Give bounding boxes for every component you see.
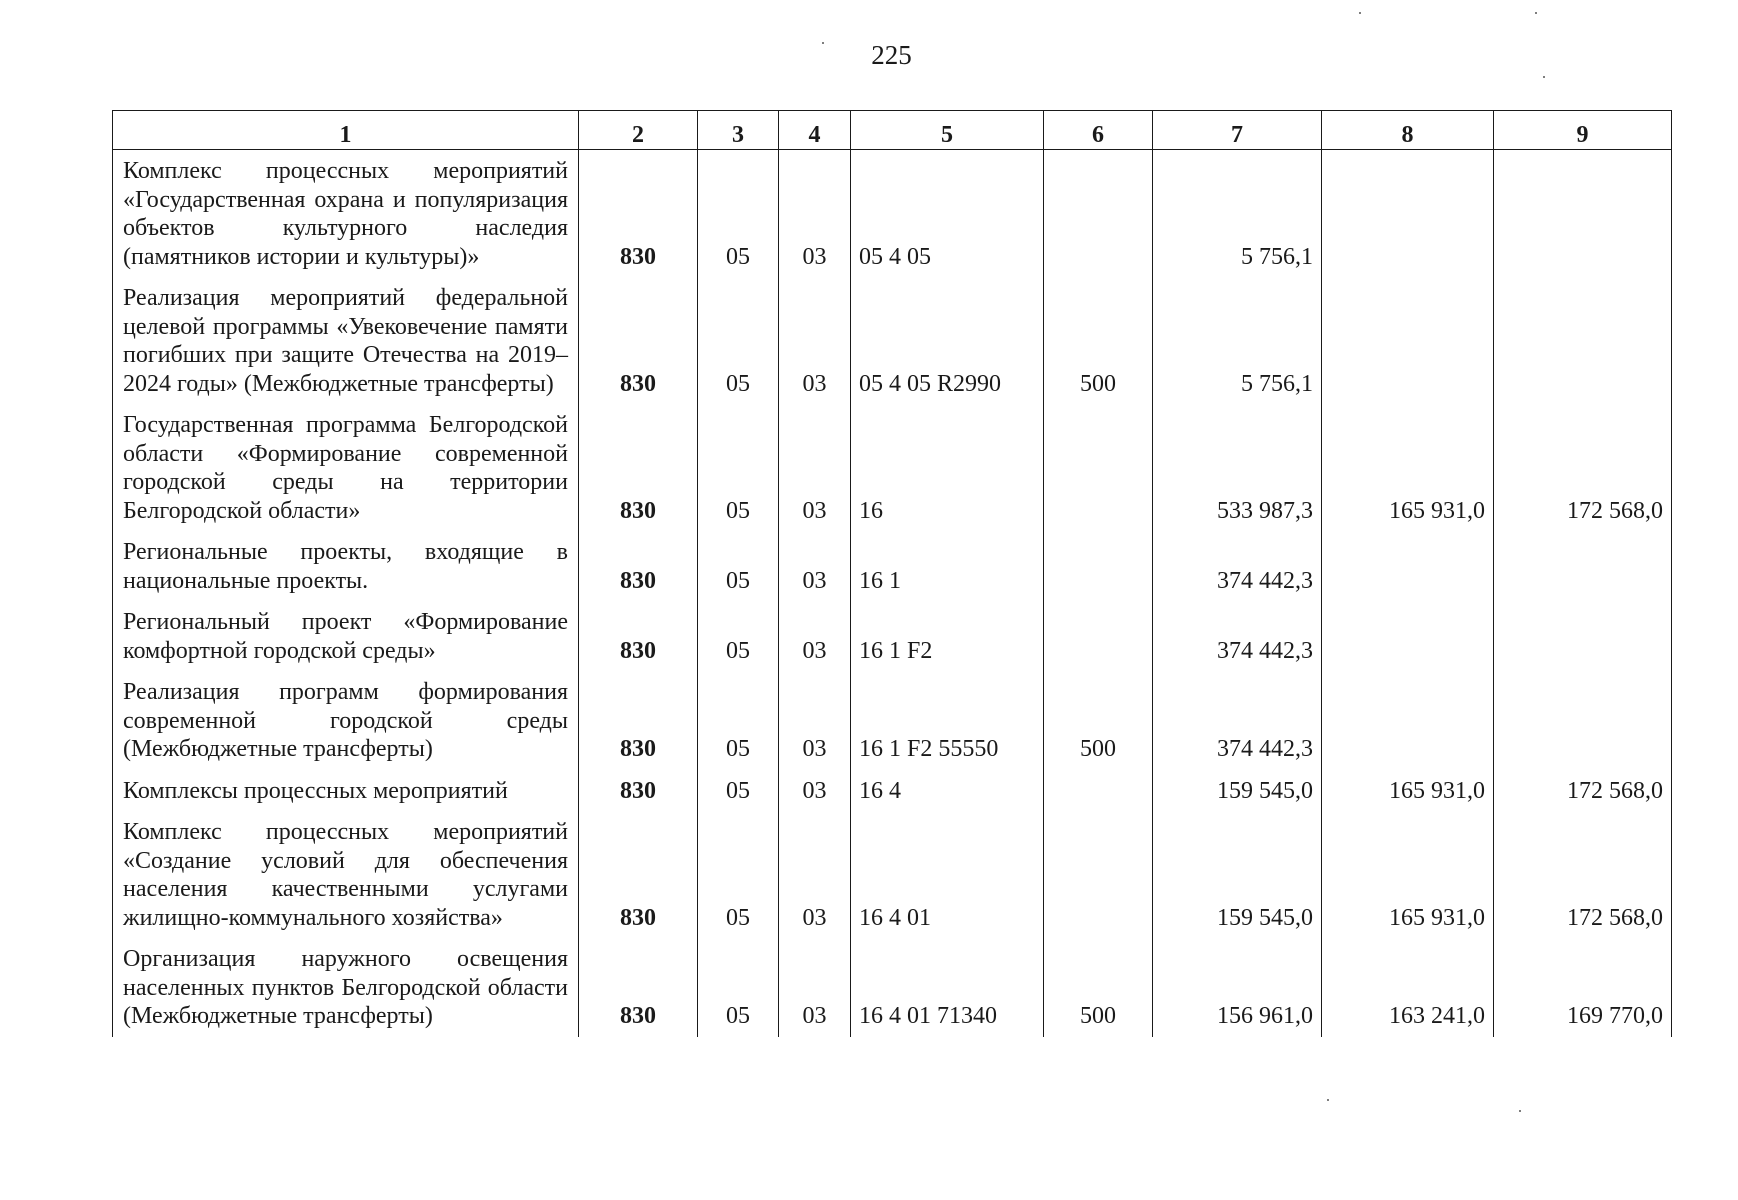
target-article-code: 16 1 F2 xyxy=(851,601,1044,671)
amount-year-3: 172 568,0 xyxy=(1494,404,1672,531)
scan-speck xyxy=(1359,12,1361,14)
expense-type-code xyxy=(1044,150,1153,278)
table-row xyxy=(113,150,1672,278)
row-name: Комплексы процессных мероприятий xyxy=(113,770,579,812)
table-row xyxy=(113,601,1672,671)
admin-code: 830 xyxy=(579,277,698,404)
expense-type-code xyxy=(1044,601,1153,671)
expense-type-code xyxy=(1044,404,1153,531)
subsection-code: 03 xyxy=(779,811,851,938)
section-code: 05 xyxy=(698,150,779,278)
column-header: 1 xyxy=(113,111,579,150)
admin-code: 830 xyxy=(579,404,698,531)
expense-type-code xyxy=(1044,770,1153,812)
subsection-code: 03 xyxy=(779,150,851,278)
section-code: 05 xyxy=(698,277,779,404)
column-header: 4 xyxy=(779,111,851,150)
amount-year-1: 159 545,0 xyxy=(1153,811,1322,938)
amount-year-1: 374 442,3 xyxy=(1153,531,1322,601)
amount-year-3 xyxy=(1494,601,1672,671)
subsection-code: 03 xyxy=(779,770,851,812)
subsection-code: 03 xyxy=(779,938,851,1037)
subsection-code: 03 xyxy=(779,404,851,531)
admin-code: 830 xyxy=(579,938,698,1037)
amount-year-2: 165 931,0 xyxy=(1322,404,1494,531)
table-row xyxy=(113,811,1672,938)
column-header: 5 xyxy=(851,111,1044,150)
amount-year-2 xyxy=(1322,671,1494,770)
section-code: 05 xyxy=(698,404,779,531)
subsection-code: 03 xyxy=(779,601,851,671)
admin-code: 830 xyxy=(579,811,698,938)
amount-year-2 xyxy=(1322,277,1494,404)
expense-type-code: 500 xyxy=(1044,671,1153,770)
column-header: 8 xyxy=(1322,111,1494,150)
target-article-code: 16 4 01 xyxy=(851,811,1044,938)
amount-year-1: 159 545,0 xyxy=(1153,770,1322,812)
amount-year-3 xyxy=(1494,671,1672,770)
amount-year-1: 156 961,0 xyxy=(1153,938,1322,1037)
scan-speck xyxy=(1543,76,1545,78)
target-article-code: 16 1 xyxy=(851,531,1044,601)
column-header: 6 xyxy=(1044,111,1153,150)
target-article-code: 16 xyxy=(851,404,1044,531)
expense-type-code xyxy=(1044,811,1153,938)
row-name: Региональный проект «Формирование комфортной городской среды» xyxy=(113,601,579,671)
amount-year-3: 172 568,0 xyxy=(1494,770,1672,812)
target-article-code: 16 4 01 71340 xyxy=(851,938,1044,1037)
admin-code: 830 xyxy=(579,531,698,601)
row-name: Реализация программ формирования современной городской среды (Межбюджетные трансферты) xyxy=(113,671,579,770)
target-article-code: 16 4 xyxy=(851,770,1044,812)
scan-speck xyxy=(1519,1110,1521,1112)
table-row xyxy=(113,671,1672,770)
table-row xyxy=(113,938,1672,1037)
scan-speck xyxy=(1327,1099,1329,1101)
amount-year-3: 169 770,0 xyxy=(1494,938,1672,1037)
target-article-code: 16 1 F2 55550 xyxy=(851,671,1044,770)
row-name: Государственная программа Белгородской области «Формирование современной городской среды на территории Белгородской области» xyxy=(113,404,579,531)
scan-speck xyxy=(822,42,824,44)
section-code: 05 xyxy=(698,531,779,601)
column-header: 3 xyxy=(698,111,779,150)
column-header: 7 xyxy=(1153,111,1322,150)
row-name: Комплекс процессных мероприятий «Создание условий для обеспечения населения качественными услугами жилищно-коммунального хозяйства» xyxy=(113,811,579,938)
column-header: 9 xyxy=(1494,111,1672,150)
scan-speck xyxy=(1535,12,1537,14)
subsection-code: 03 xyxy=(779,671,851,770)
header-row xyxy=(113,111,1672,150)
column-header: 2 xyxy=(579,111,698,150)
subsection-code: 03 xyxy=(779,277,851,404)
row-name: Реализация мероприятий федеральной целевой программы «Увековечение памяти погибших при защите Отечества на 2019–2024 годы» (Межбюджетные трансферты) xyxy=(113,277,579,404)
table-row xyxy=(113,277,1672,404)
table-row xyxy=(113,531,1672,601)
expense-type-code: 500 xyxy=(1044,938,1153,1037)
amount-year-2 xyxy=(1322,150,1494,278)
amount-year-1: 5 756,1 xyxy=(1153,277,1322,404)
section-code: 05 xyxy=(698,601,779,671)
amount-year-1: 374 442,3 xyxy=(1153,671,1322,770)
admin-code: 830 xyxy=(579,601,698,671)
admin-code: 830 xyxy=(579,671,698,770)
amount-year-2: 165 931,0 xyxy=(1322,811,1494,938)
section-code: 05 xyxy=(698,671,779,770)
target-article-code: 05 4 05 xyxy=(851,150,1044,278)
amount-year-3: 172 568,0 xyxy=(1494,811,1672,938)
amount-year-2: 165 931,0 xyxy=(1322,770,1494,812)
amount-year-1: 5 756,1 xyxy=(1153,150,1322,278)
admin-code: 830 xyxy=(579,150,698,278)
table-row xyxy=(113,770,1672,812)
section-code: 05 xyxy=(698,938,779,1037)
budget-table xyxy=(112,110,1672,1037)
row-name: Региональные проекты, входящие в национальные проекты. xyxy=(113,531,579,601)
amount-year-3 xyxy=(1494,277,1672,404)
subsection-code: 03 xyxy=(779,531,851,601)
amount-year-1: 533 987,3 xyxy=(1153,404,1322,531)
expense-type-code xyxy=(1044,531,1153,601)
amount-year-3 xyxy=(1494,150,1672,278)
page-number: 225 xyxy=(871,40,912,70)
admin-code: 830 xyxy=(579,770,698,812)
amount-year-2 xyxy=(1322,601,1494,671)
section-code: 05 xyxy=(698,811,779,938)
amount-year-2: 163 241,0 xyxy=(1322,938,1494,1037)
amount-year-2 xyxy=(1322,531,1494,601)
expense-type-code: 500 xyxy=(1044,277,1153,404)
row-name: Комплекс процессных мероприятий «Государственная охрана и популяризация объектов культурного наследия (памятников истории и культуры)» xyxy=(113,150,579,278)
amount-year-1: 374 442,3 xyxy=(1153,601,1322,671)
table-row xyxy=(113,404,1672,531)
target-article-code: 05 4 05 R2990 xyxy=(851,277,1044,404)
section-code: 05 xyxy=(698,770,779,812)
row-name: Организация наружного освещения населенных пунктов Белгородской области (Межбюджетные трансферты) xyxy=(113,938,579,1037)
amount-year-3 xyxy=(1494,531,1672,601)
